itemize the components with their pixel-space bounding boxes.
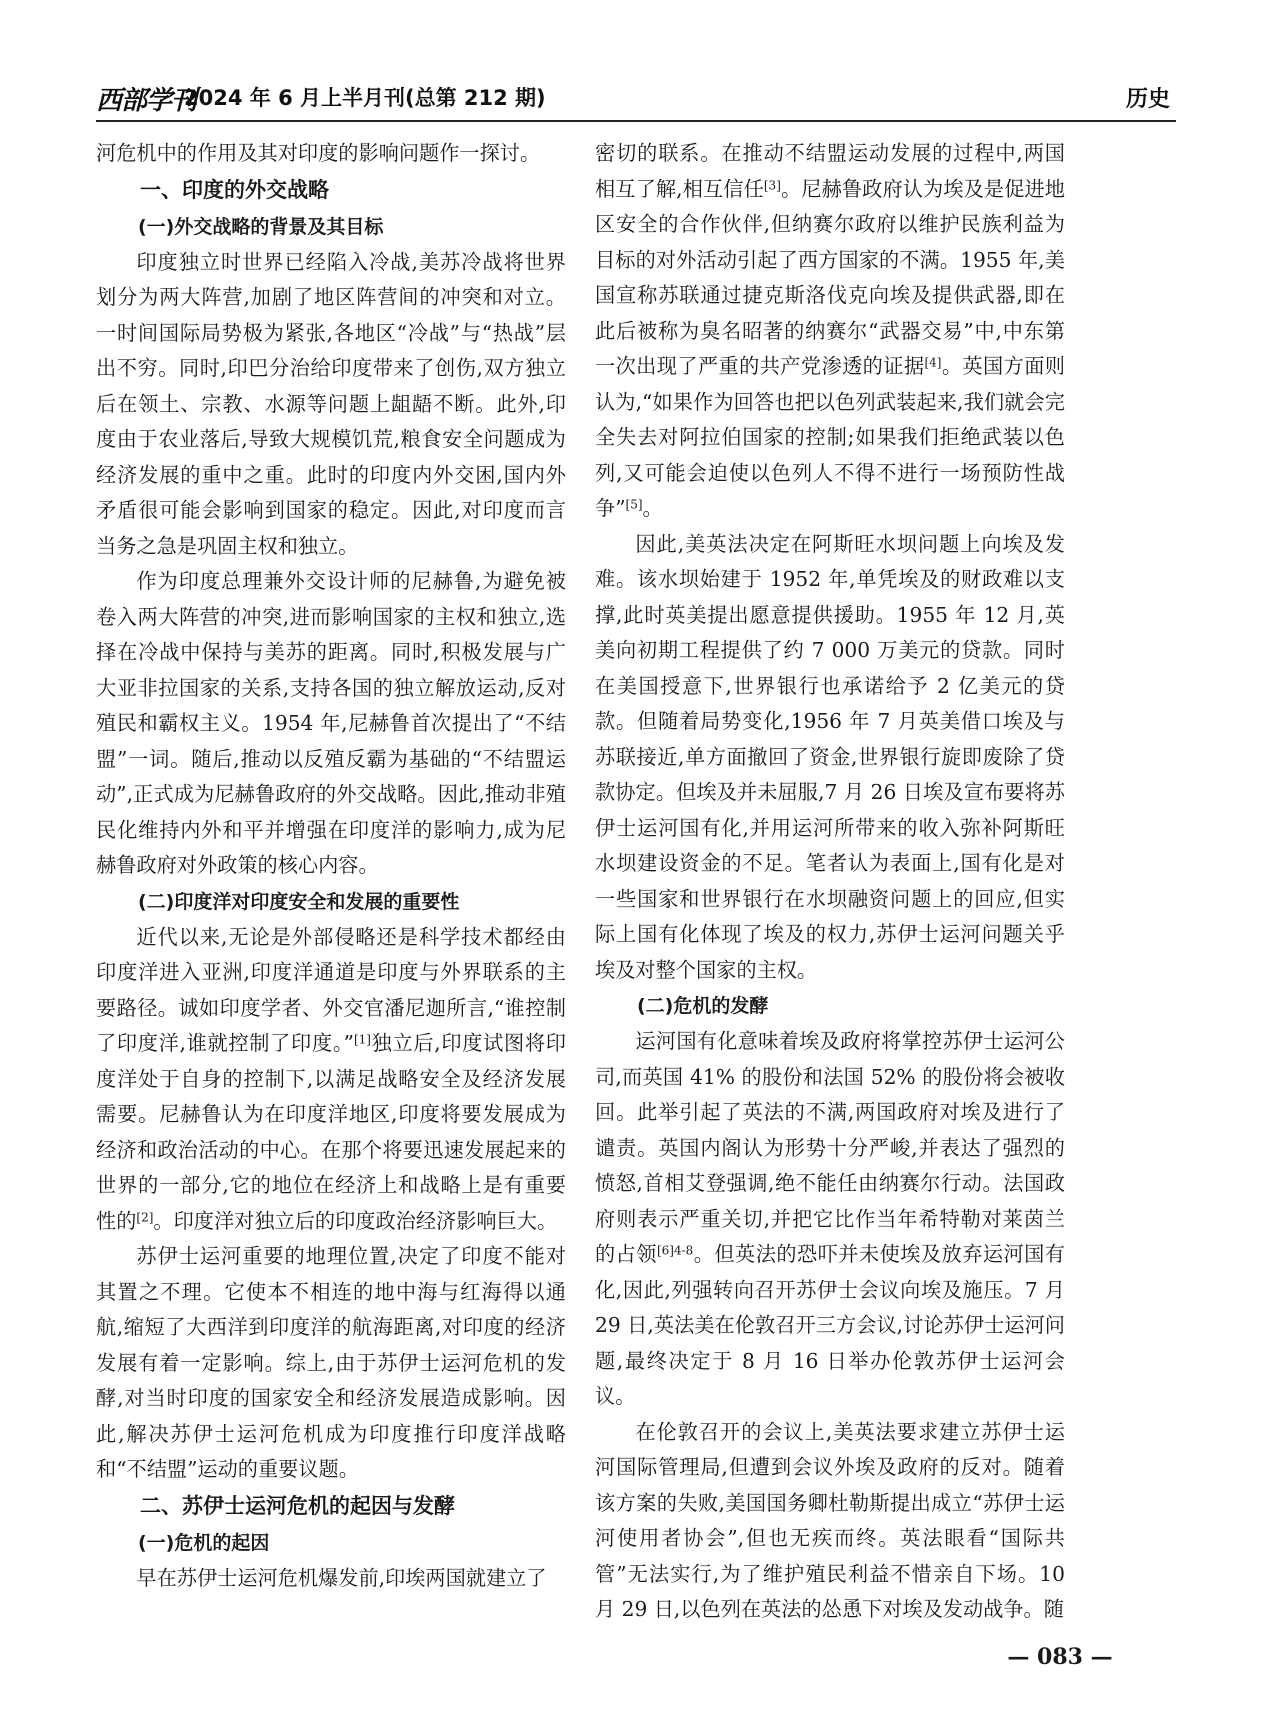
- text-run: 。但英法的恐吓并未使埃及放弃运河国有化,因此,列强转向召开苏伊士会议向埃及施压。7 月 29 日,英法美在伦敦召开三方会议,讨论苏伊士运河问题,最终决定于 8 月 16 日举办伦敦苏伊士运河会议。: [595, 1242, 1065, 1408]
- paragraph: 作为印度总理兼外交设计师的尼赫鲁,为避免被卷入两大阵营的冲突,进而影响国家的主权和独立,选择在冷战中保持与美苏的距离。同时,积极发展与广大亚非拉国家的关系,支持各国的独立解放运动,反对殖民和霸权主义。1954 年,尼赫鲁首次提出了“不结盟”一词。随后,推动以反殖反霸为基础的“不结盟运动”,正式成为尼赫鲁政府的外交战略。因此,推动非殖民化维持内外和平并增强在印度洋的影响力,成为尼赫鲁政府对外政策的核心内容。: [96, 569, 566, 877]
- citation-ref: [5]: [625, 497, 643, 512]
- paragraph: [595, 1024, 1065, 1415]
- paragraph: 印度独立时世界已经陷入冷战,美苏冷战将世界划分为两大阵营,加剧了地区阵营间的冲突和对立。一时间国际局势极为紧张,各地区“冷战”与“热战”层出不穷。同时,印巴分治给印度带来了创伤,双方独立后在领土、宗教、水源等问题上龃龉不断。此外,印度由于农业落后,导致大规模饥荒,粮食安全问题成为经济发展的重中之重。此时的印度内外交困,国内外矛盾很可能会影响到国家的稳定。因此,对印度而言当务之急是巩固主权和独立。: [96, 249, 566, 558]
- left-column: [96, 136, 566, 1606]
- text-run: 独立后,印度试图将印度洋处于自身的控制下,以满足战略安全及经济发展需要。尼赫鲁认为在印度洋地区,印度将要发展成为经济和政治活动的中心。在那个将要迅速发展起来的世界的一部分,它的地位在经济上和战略上是有重要性的: [96, 1031, 566, 1233]
- text-run: 。英国方面则认为,“如果作为回答也把以色列武装起来,我们就会完全失去对阿拉伯国家的控制;如果我们拒绝武装以色列,又可能会迫使以色列人不得不进行一场预防性战争”: [595, 354, 1065, 520]
- paragraph: 因此,美英法决定在阿斯旺水坝问题上向埃及发难。该水坝始建于 1952 年,单凭埃及的财政难以支撑,此时英美提出愿意提供援助。1955 年 12 月,英美向初期工程提供了约 7 000 万美元的贷款。同时在美国授意下,世界银行也承诺给予 2 亿美元的贷款。但随着局势变化,1956 年 7 月英美借口埃及与苏联接近,单方面撤回了资金,世界银行旋即废除了贷款协定。但埃及并未屈服,7 月 26 日埃及宣布要将苏伊士运河国有化,并用运河所带来的收入弥补阿斯旺水坝建设资金的不足。笔者认为表面上,国有化是对一些国家和世界银行在水坝融资问题上的回应,但实际上国有化体现了埃及的权力,苏伊士运河问题关乎埃及对整个国家的主权。: [595, 531, 1065, 982]
- citation-ref: [6]4-8: [656, 1243, 694, 1258]
- text-run: 密切的联系。在推动不结盟运动发展的过程中,两国相互了解,相互信任: [595, 141, 1065, 201]
- citation-ref: [4]: [924, 355, 942, 370]
- paragraph: [96, 920, 566, 1240]
- page-number: — 083 —: [1007, 1644, 1113, 1670]
- subsection-heading: (二)印度洋对印度安全和发展的重要性: [138, 890, 460, 913]
- paragraph: 早在苏伊士运河危机爆发前,印埃两国就建立了: [136, 1565, 547, 1590]
- text-run: 。: [642, 496, 663, 520]
- text-run: 。印度洋对独立后的印度政治经济影响巨大。: [153, 1208, 558, 1233]
- issue-info: 2024 年 6 月上半月刊(总第 212 期): [184, 86, 546, 110]
- journal-logo: 西部学刊: [96, 86, 197, 116]
- subsection-heading: (二)危机的发酵: [637, 995, 769, 1017]
- paragraph: 在伦敦召开的会议上,美英法要求建立苏伊士运河国际管理局,但遭到会议外埃及政府的反对。随着该方案的失败,美国国务卿杜勒斯提出成立“苏伊士运河使用者协会”,但也无疾而终。英法眼看“国际共管”无法实行,为了维护殖民利益不惜亲自下场。10 月 29 日,以色列在英法的怂恿下对埃及发动战争。随: [595, 1419, 1065, 1621]
- section-heading: 一、印度的外交战略: [140, 177, 329, 202]
- section-tag: 历史: [1125, 87, 1170, 112]
- header-rule: [96, 120, 1176, 122]
- paragraph: [595, 136, 1065, 527]
- paragraph: 河危机中的作用及其对印度的影响问题作一探讨。: [96, 141, 541, 165]
- subsection-heading: (一)危机的起因: [138, 1531, 270, 1554]
- section-heading: 二、苏伊士运河危机的起因与发酵: [140, 1493, 455, 1518]
- text-run: 。尼赫鲁政府认为埃及是促进地区安全的合作伙伴,但纳赛尔政府以维护民族利益为目标的对外活动引起了西方国家的不满。1955 年,美国宣称苏联通过捷克斯洛伐克向埃及提供武器,即在此后被称为臭名昭著的纳赛尔“武器交易”中,中东第一次出现了严重的共产党渗透的证据: [595, 176, 1065, 378]
- paragraph: 苏伊士运河重要的地理位置,决定了印度不能对其置之不理。它使本不相连的地中海与红海得以通航,缩短了大西洋到印度洋的航海距离,对印度的经济发展有着一定影响。综上,由于苏伊士运河危机的发酵,对当时印度的国家安全和经济发展造成影响。因此,解决苏伊士运河危机成为印度推行印度洋战略和“不结盟”运动的重要议题。: [96, 1244, 566, 1481]
- citation-ref: [2]: [136, 1209, 154, 1224]
- right-column: [595, 136, 1065, 1621]
- subsection-heading: (一)外交战略的背景及其目标: [138, 215, 384, 238]
- text-run: 近代以来,无论是外部侵略还是科学技术都经由印度洋进入亚洲,印度洋通道是印度与外界联系的主要路径。诚如印度学者、外交官潘尼迦所言,“谁控制了印度洋,谁就控制了印度。”: [96, 924, 566, 1055]
- text-run: 运河国有化意味着埃及政府将掌控苏伊士运河公司,而英国 41% 的股份和法国 52% 的股份将会被收回。此举引起了英法的不满,两国政府对埃及进行了谴责。英国内阁认为形势十分严峻,并表达了强烈的愤怒,首相艾登强调,绝不能任由纳赛尔行动。法国政府则表示严重关切,并把它比作当年希特勒对莱茵兰的占领: [595, 1029, 1065, 1266]
- citation-ref: [1]: [353, 1032, 371, 1047]
- citation-ref: [3]: [763, 177, 781, 192]
- page-header: [96, 78, 1176, 120]
